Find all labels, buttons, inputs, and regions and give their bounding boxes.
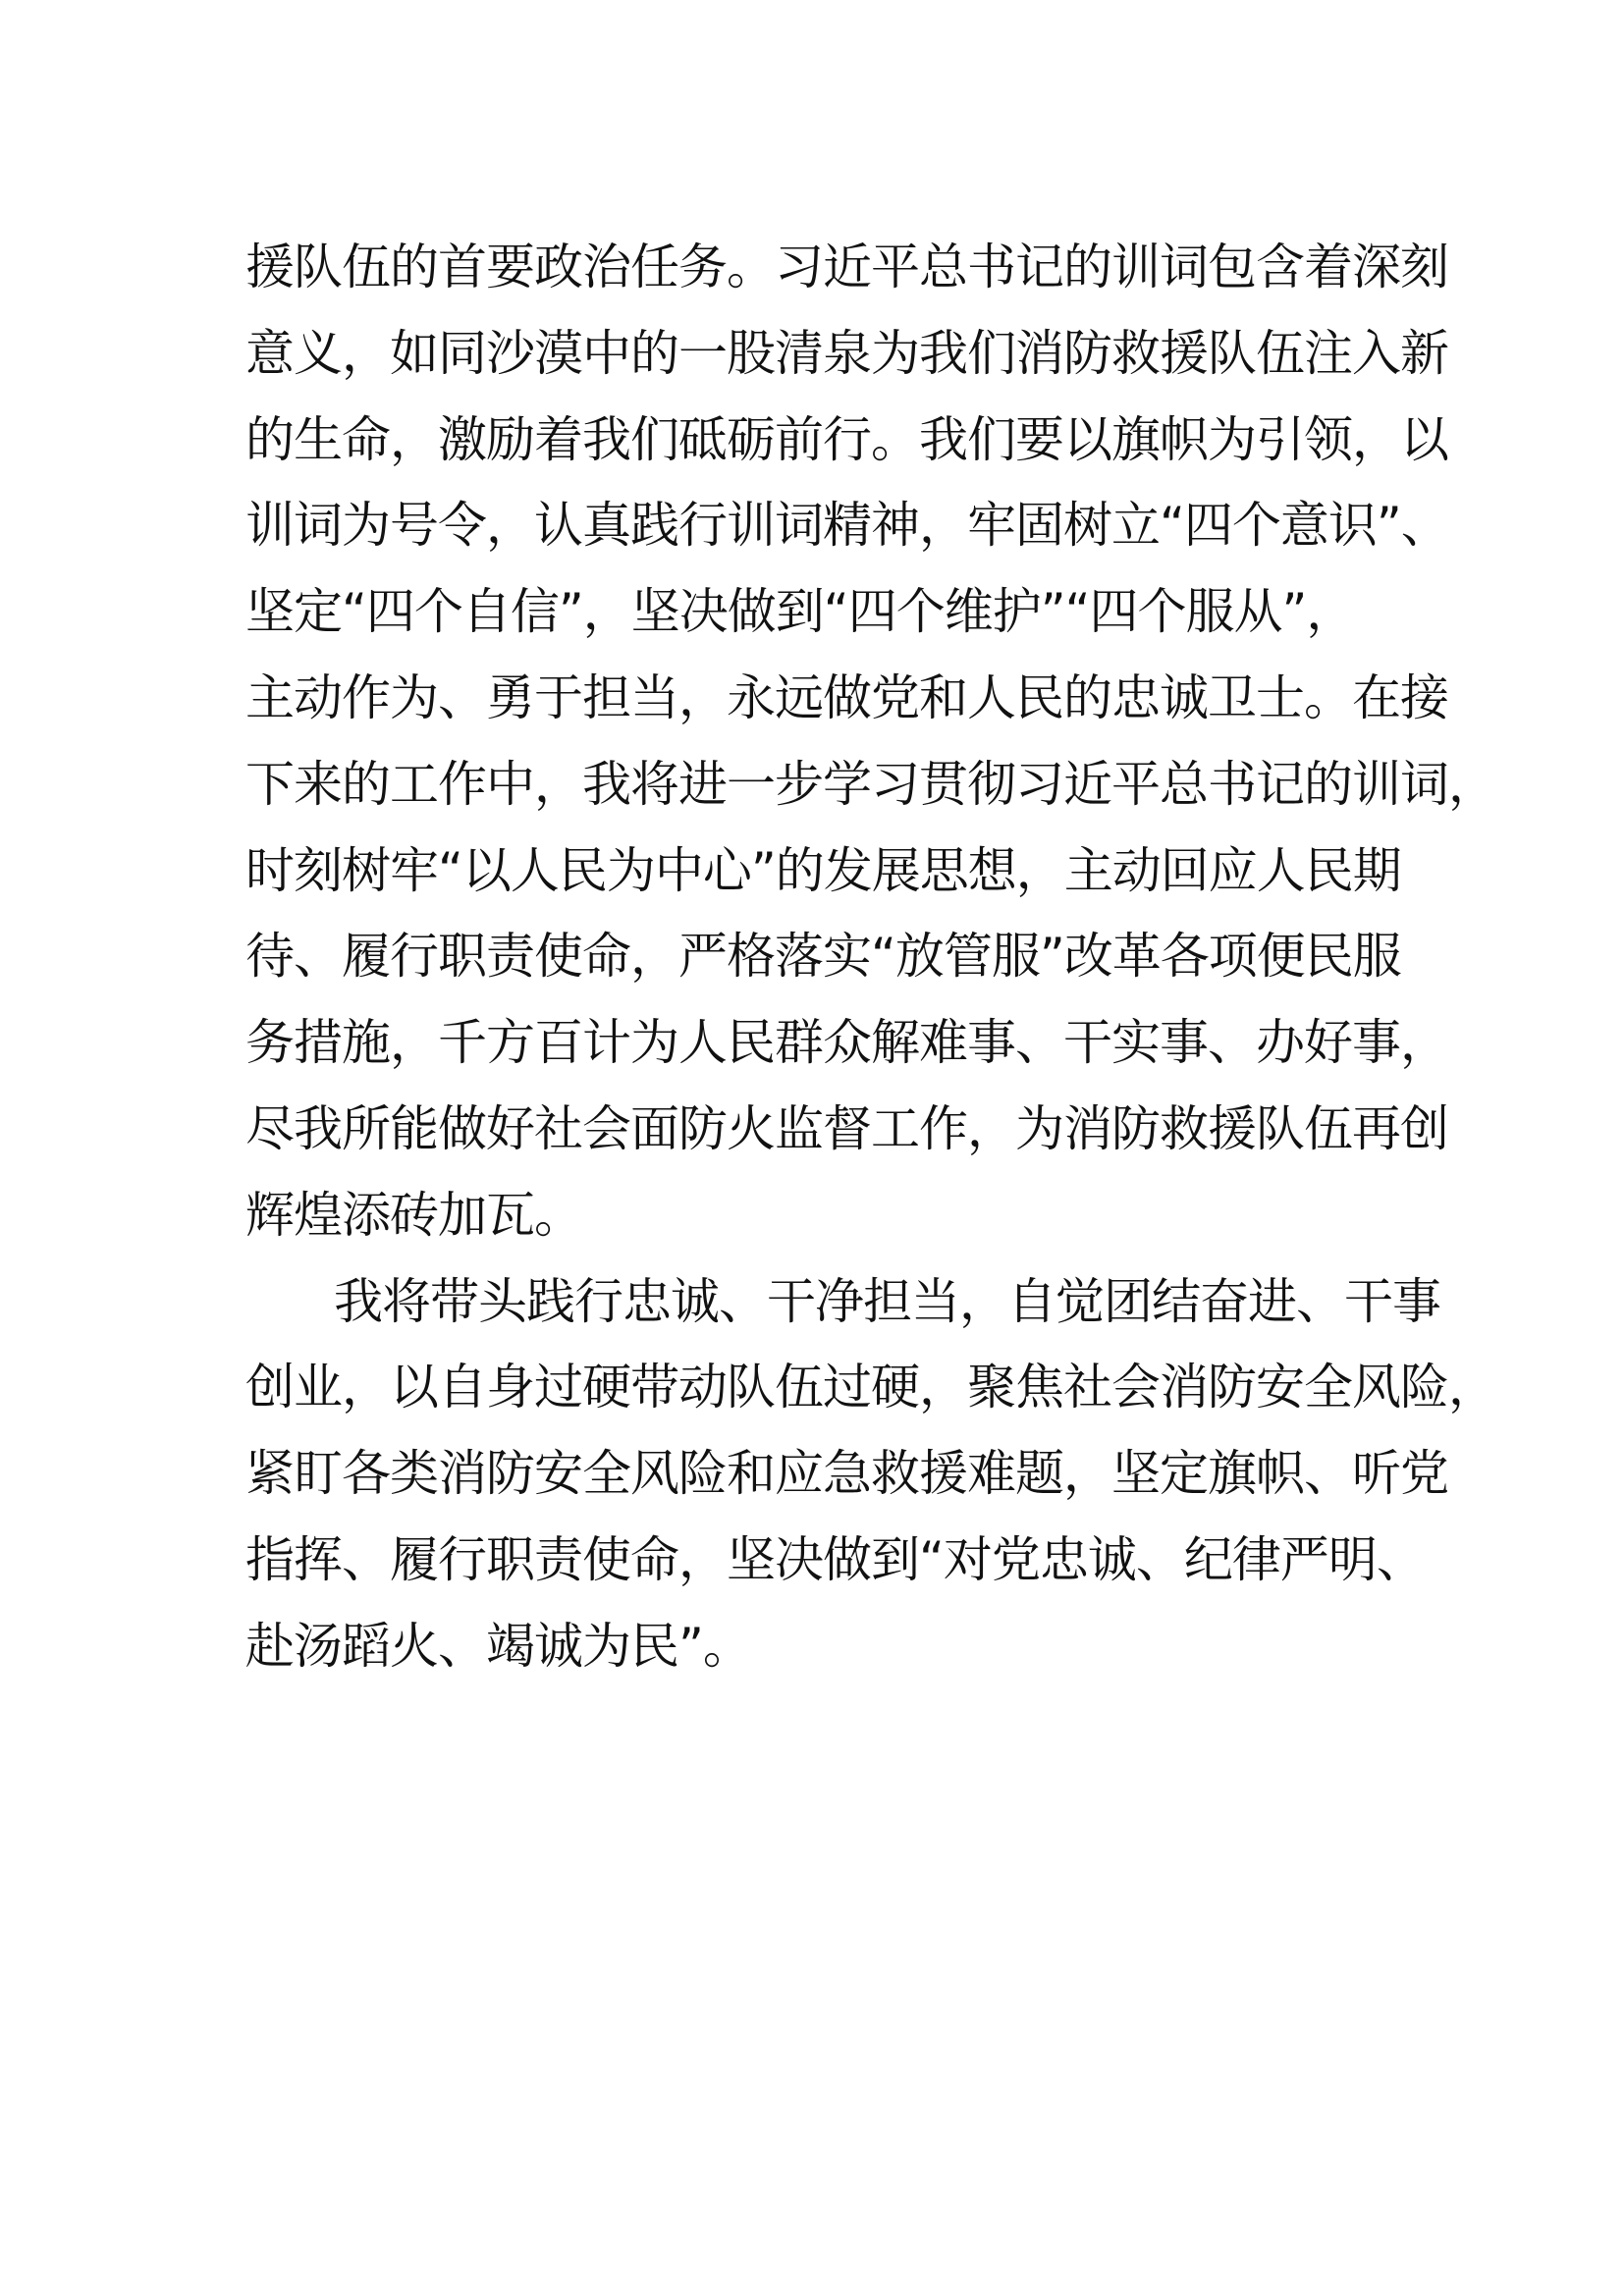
- text-line: 我将带头践行忠诚、干净担当，自觉团结奋进、干事: [334, 1272, 1440, 1330]
- text-line: 赴汤蹈火、竭诚为民”。: [245, 1617, 751, 1675]
- text-line: 待、履行职责使命，严格落实“放管服”改革各项便民服: [245, 928, 1401, 986]
- text-line: 的生命，激励着我们砥砺前行。我们要以旗帜为引领，以: [245, 410, 1448, 468]
- text-line: 创业，以自身过硬带动队伍过硬，聚焦社会消防安全风险，: [245, 1359, 1496, 1416]
- paragraph-1: [245, 225, 1496, 1259]
- text-line: 辉煌添砖加瓦。: [245, 1186, 582, 1244]
- text-line: 下来的工作中，我将进一步学习贯彻习近平总书记的训词，: [245, 755, 1496, 813]
- document-body: [245, 225, 1496, 1690]
- text-line: 训词为号令，认真践行训词精神，牢固树立“四个意识”、: [245, 497, 1449, 555]
- text-line: 务措施，千方百计为人民群众解难事、干实事、办好事，: [245, 1014, 1448, 1072]
- text-line: 援队伍的首要政治任务。习近平总书记的训词包含着深刻: [245, 239, 1448, 295]
- text-line: 主动作为、勇于担当，永远做党和人民的忠诚卫士。在接: [245, 668, 1448, 726]
- text-line: 时刻树牢“以人民为中心”的发展思想，主动回应人民期: [245, 841, 1401, 899]
- paragraph-2: [245, 1259, 1496, 1690]
- text-line: 尽我所能做好社会面防火监督工作，为消防救援队伍再创: [245, 1099, 1448, 1157]
- text-line: 指挥、履行职责使命，坚决做到“对党忠诚、纪律严明、: [245, 1530, 1425, 1588]
- text-line: 紧盯各类消防安全风险和应急救援难题，坚定旗帜、听党: [245, 1445, 1448, 1503]
- text-line: 意义，如同沙漠中的一股清泉为我们消防救援队伍注入新: [245, 324, 1448, 382]
- text-line: 坚定“四个自信”，坚决做到“四个维护”“四个服从”，: [245, 583, 1355, 641]
